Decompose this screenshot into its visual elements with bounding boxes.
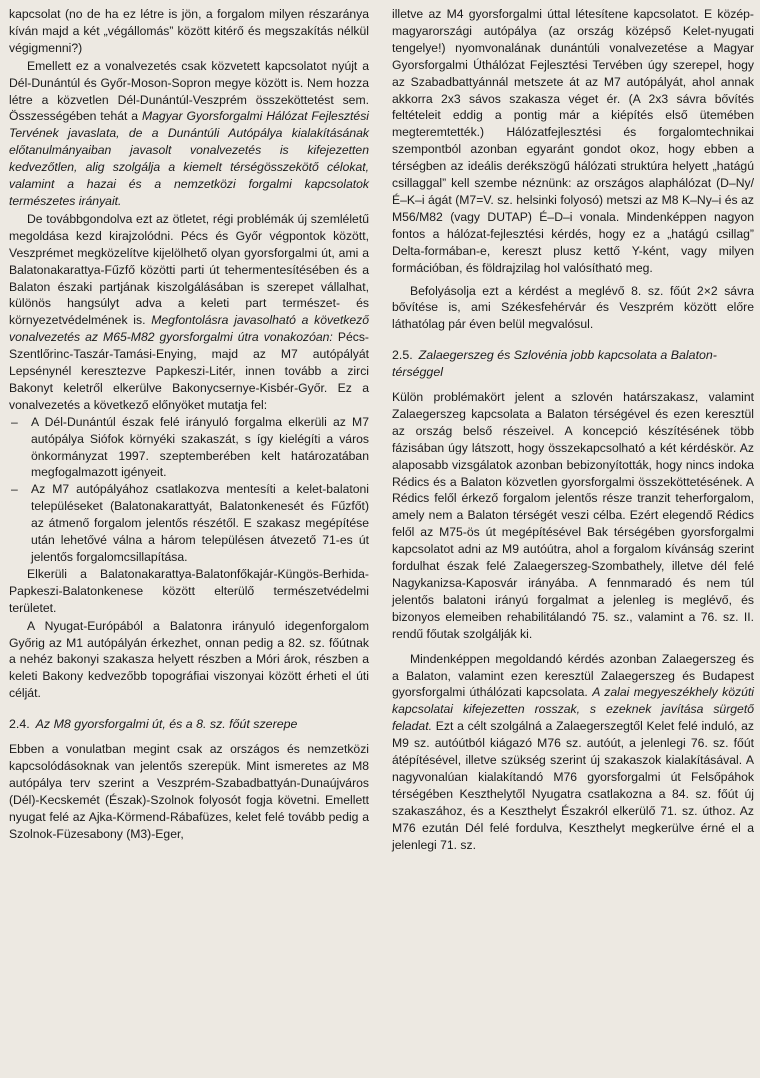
section-number: 2.4. (9, 717, 30, 732)
paragraph: kapcsolat (no de ha ez létre is jön, a forgalom milyen részaránya kíván majd a két „végállomás” között kitérő és megszakítás nélkül végigmenni?) (9, 7, 369, 55)
paragraph: Elkerüli a Balatonakarattya-Balatonfőkajár-Küngös-Berhida-Papkeszi-Balatonkenese között elterülő természetvédelmi területet. (9, 566, 369, 615)
section-number: 2.5. (392, 348, 413, 363)
section-title: Zalaegerszeg és Szlovénia jobb kapcsolata a Balaton-térséggel (392, 348, 717, 380)
text-run: Emellett ez a vonalvezetés csak közvetett kapcsolatot nyújt a Dél-Dunántúl és Győr-Moson-Sopron megye között is. Nem hozza létre a közvetlen Dél-Dunántúl-Veszprém összeköttetést sem. Összességében tehát a (9, 58, 369, 124)
text-run: Pécs-Szentlőrinc-Taszár-Tamási-Enying, majd az M7 autópályát Lepsénynél keresztezve Papkeszi-Litér, innen tovább a zirci Bakonyt keletről elkerülve Bakonycsernye-Kisbér-Győr. Ez a vonalvezetés a következő előnyöket mutatja fel: (9, 330, 369, 412)
paragraph: Befolyásolja ezt a kérdést a meglévő 8. sz. főút 2×2 sávra bővítése is, ami Székesfehérvár és Veszprém között előre láthatólag pár éven belül megvalósul. (392, 283, 754, 332)
paragraph: A Nyugat-Európából a Balatonra irányuló idegenforgalom Győrig az M1 autópályán érkezhet, onnan pedig a 82. sz. főútnak a nehéz bakonyi szakasza helyett részben a Móri árok, részben a keleti Bakony kedvezőbb topográfiai viszonyai között érheti el úti célját. (9, 618, 369, 701)
text-run: Mindenképpen megoldandó kérdés azonban Zalaegerszeg és a Balaton, valamint ezen keresztül Zalaegerszeg és Budapest gyorsforgalmi úthálózati kapcsolata. (392, 651, 754, 700)
section-heading (392, 347, 754, 381)
paragraph (9, 211, 369, 414)
italic-text: Magyar Gyorsforgalmi Hálózat Fejlesztési Tervének javaslata, de a Dunántúli Autópálya kialakításának előtanulmányaiban javasolt vonalvezetés is kifejezetten kedvezőtlen, alig szolgálja a kiemelt térségösszekötő célokat, valamint a hazai és a nemzetközi forgalmi kapcsolatok természetes irányait. (9, 109, 369, 208)
text-run: De továbbgondolva ezt az ötletet, régi problémák új szemléletű megoldása kezd kirajzolódni. Pécs és Győr végpontok között, Veszprémet megközelítve kijelölhető olyan gyorsforgalmi út, ami a Balatonakarattya-Fűzfő közötti parti út tehermentesítésében és a Balaton északi partjának kiszolgálásában is szerepet vállalhat, különös hangsúlyt adva a keleti part természet- és környezetvédelmének is. (9, 211, 369, 328)
paragraph (9, 58, 369, 210)
paragraph (392, 651, 754, 854)
italic-text: Megfontolásra javasolható a következő vonalvezetés az M65-M82 gyorsforgalmi útra vonakozóan: (9, 313, 370, 345)
section-heading (9, 716, 369, 733)
italic-text: A zalai megyeszékhely közúti kapcsolatai kifejezetten rosszak, s ezeknek javítása sürgető feladat. (392, 685, 754, 734)
dash-list (9, 414, 369, 566)
left-column (9, 6, 369, 843)
paragraph: Ebben a vonulatban megint csak az országos és nemzetközi kapcsolódásoknak van jelentős szerepük. Mint ismeretes az M8 autópálya terv szerint a Veszprém-Szabadbattyán-Dunaújváros (Dél)-Kecskemét (Észak)-Szolnok folyosót fogja követni. Emellett nyugat felé az Ajka-Körmend-Rábafüzes, kelet felé tovább pedig a Szolnok-Füzesabony (M3)-Eger, (9, 742, 369, 841)
list-item: – A Dél-Dunántúl észak felé irányuló forgalma elkerüli az M7 autópálya Siófok környéki szakaszát, s így kielégíti a város önkormányzat 1997. szeptemberében kelt határozatában megfogalmazott igényeit. (9, 414, 369, 482)
text-run: Ezt a célt szolgálná a Zalaegerszegtől Kelet felé induló, az M9 sz. autóútból kiágazó M76 sz. autóút, a jelenlegi 76. sz. főút átépítésével, illetve szükség szerint új szakaszok kialakításával. A nagyvonalúan kialakítandó M76 gyorsforgalmi út Felsőpáhok térségében Keszthelytől Nyugatra csatlakozna a 84. sz. főút új szakaszához, és a Keszthelyt Északról elkerülő 71. sz. úthoz. Az M76 ezután Dél felé fordulva, Keszthelyt megkerülve érné el a jelenlegi 71. sz. (392, 719, 754, 852)
section-title: Az M8 gyorsforgalmi út, és a 8. sz. főút szerepe (35, 717, 298, 732)
list-item: – Az M7 autópályához csatlakozva mentesíti a kelet-balatoni településeket (Balatonakarattyát, Balatonkenesét és Fűzfőt) az átmenő forgalom jelentős részétől. E szakasz megépítése után lehetővé válna a három településen átvezető 71-es út jelentős forgalomcsillapítása. (9, 481, 369, 566)
right-column (392, 6, 754, 854)
paragraph: illetve az M4 gyorsforgalmi úttal létesítene kapcsolatot. E közép-magyarországi autópálya (az ország középső Kelet-nyugati tengelye!) nyomvonalának dunántúli vonalvezetése a Magyar Gyorsforgalmi Úthálózat Fejlesztési Tervében úgy szerepel, hogy az Szabadbattyánnál metszete át az M7 autópályát, ahol annak akkorra 2x3 sávos szakasza véget ér. (A 2x3 sávra bővítés feltételeit eddig a pontig már a kiépítés első ütemében megteremtették.) Hálózatfejlesztési és forgalomtechnikai szempontból azonban egyaránt gondot okoz, hogy ebben a térségben az ideális derékszögű hálózati struktúra helyett „hatágú csillaggal” kell szembe néznünk: az országos alaphálózat (D–Ny/É–K–i ágát (M7=V. sz. helsinki folyosó) metszi az M8 K–Ny–i és az M56/M82 (vagy DUTAP) É–D–i vonala. Mindenképpen nagyon fontos a hálózat-fejlesztési kérdés, hogy ez a „hatágú csillag” Delta-formában-e, kereszt plusz kettő Y-ként, vagy milyen formációban, és földrajzilag hol valósítható meg. (392, 7, 754, 275)
paragraph: Külön problémakört jelent a szlovén határszakasz, valamint Zalaegerszeg kapcsolata a Balaton térségével és ezen keresztül az ország belső részeivel. A koncepció készítésének több fázisában úgy látszott, hogy összekapcsolható a két kérdéskör. Az alaposabb vizsgálatok azonban bebizonyították, hogy nincs indoka Rédics és a Balaton közvetlen gyorsforgalmi összeköttetésének. A Rédics felől érkező forgalom jelentős része tranzit teherforgalom, amely nem a Balaton térségét veszi célba. Ezért elegendő Rédics felől az M75-ös út megépítésével Bak térségében gyorsforgalmi kapcsolatot adni az M9 autóútra, ahol a forgalom kívánság szerint fordulhat észak felé Zalaegerszeg-Szombathely, illetve dél felé Nagykanizsa-Kaposvár irányába. A fennmaradó és nem túl jelentős balatoni irányú forgalmat a jelenleg is meglévő, és bizonyos elemeiben rehabilitálandó 75. sz., valamint a 76. sz. II. rendű főutak szolgálják ki. (392, 390, 754, 641)
